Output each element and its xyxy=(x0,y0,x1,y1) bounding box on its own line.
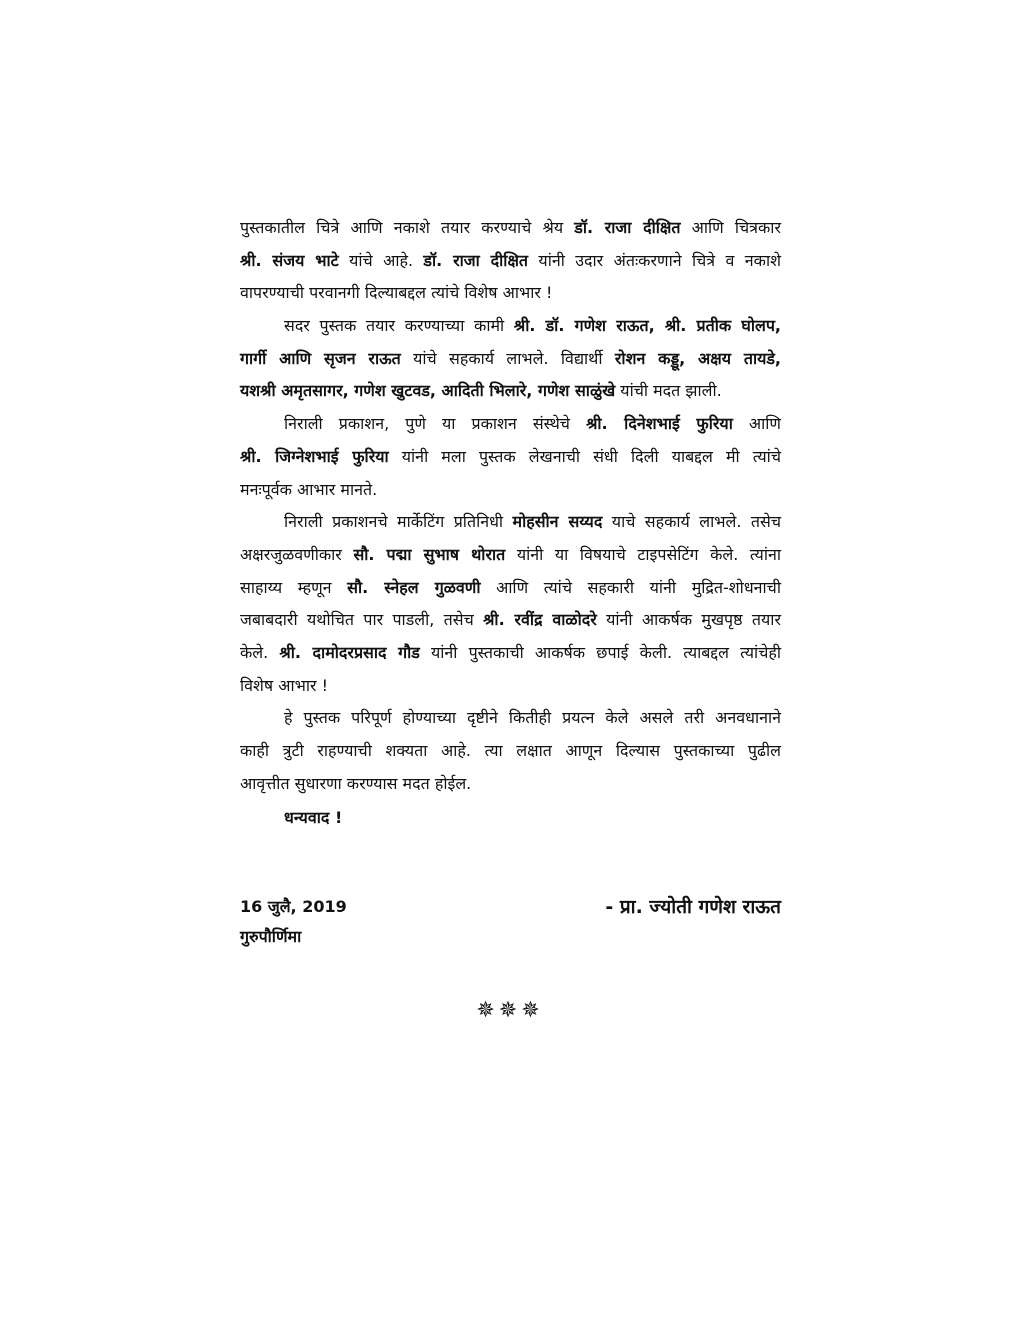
name-emphasis: श्री. डॉ. गणेश राऊत, श्री. प्रतीक घोलप, xyxy=(513,316,781,336)
text-run: आणि xyxy=(732,414,781,434)
text-line xyxy=(240,768,781,801)
text-line xyxy=(240,375,781,408)
text-run: साहाय्य म्हणून xyxy=(240,577,348,597)
text-line xyxy=(240,343,781,376)
name-emphasis: डॉ. राजा दीक्षित xyxy=(423,250,529,270)
text-run: यांनी या विषयाचे टाइपसेटिंग केले. त्यांना xyxy=(505,544,781,564)
text-run: यांनी पुस्तकाची आकर्षक छपाई केली. त्याबद्दल त्यांचेही xyxy=(419,642,781,662)
text-line xyxy=(240,572,781,605)
text-run: जबाबदारी यथोचित पार पाडली, तसेच xyxy=(240,610,484,630)
paragraph xyxy=(240,702,781,800)
text-run: आणि चित्रकार xyxy=(680,218,781,237)
paragraph xyxy=(240,506,781,702)
paragraph xyxy=(240,212,781,310)
text-line xyxy=(240,604,781,637)
paragraph xyxy=(240,310,781,408)
text-run: यांनी आकर्षक मुखपृष्ठ तयार xyxy=(596,610,781,630)
text-run: सदर पुस्तक तयार करण्याच्या कामी xyxy=(284,316,514,336)
date: 16 जुलै, 2019 xyxy=(240,897,347,916)
ornament-stars-icon: ✵✵✵ xyxy=(476,998,544,1023)
name-emphasis: श्री. दामोदरप्रसाद गौड xyxy=(279,642,420,662)
name-emphasis: यशश्री अमृतसागर, गणेश खुटवड, आदिती भिलारे, गणेश साळुंखे xyxy=(240,381,616,401)
text-line xyxy=(240,702,781,735)
date-block xyxy=(240,892,347,952)
text-run: वापरण्याची परवानगी दिल्याबद्दल त्यांचे विशेष आभार ! xyxy=(240,283,553,303)
name-emphasis: रोशन कड्डू, अक्षय तायडे, xyxy=(614,348,782,368)
text-run: याचे सहकार्य लाभले. तसेच xyxy=(602,512,781,532)
text-run: यांचे सहकार्य लाभले. विद्यार्थी xyxy=(400,348,615,368)
text-run: आणि त्यांचे सहकारी यांनी मुद्रित-शोधनाची xyxy=(480,577,781,597)
text-line xyxy=(240,441,781,474)
name-emphasis: गार्गी आणि सृजन राऊत xyxy=(240,348,401,368)
text-run: निराली प्रकाशनचे मार्केटिंग प्रतिनिधी xyxy=(284,512,513,532)
text-run: काही त्रुटी राहण्याची शक्यता आहे. त्या लक्षात आणून दिल्यास पुस्तकाच्या पुढील xyxy=(240,741,781,760)
text-line xyxy=(240,408,781,441)
text-run: पुस्तकातील चित्रे आणि नकाशे तयार करण्याचे श्रेय xyxy=(240,218,575,237)
text-run: यांची मदत झाली. xyxy=(615,381,722,401)
text-line xyxy=(240,735,781,768)
text-run: हे पुस्तक परिपूर्ण होण्याच्या दृष्टीने कितीही प्रयत्न केले असले तरी अनवधानाने xyxy=(284,708,781,728)
text-run: निराली प्रकाशन, पुणे या प्रकाशन संस्थेचे xyxy=(284,414,587,434)
text-line xyxy=(240,539,781,572)
name-emphasis: श्री. संजय भाटे xyxy=(240,250,339,270)
name-emphasis: श्री. दिनेशभाई फुरिया xyxy=(586,414,733,434)
name-emphasis: सौ. पद्मा सुभाष थोरात xyxy=(353,544,506,564)
text-run: केले. xyxy=(240,642,280,662)
acknowledgement-body xyxy=(240,212,781,800)
text-run: मनःपूर्वक आभार मानते. xyxy=(240,479,378,499)
name-emphasis: डॉ. राजा दीक्षित xyxy=(574,218,681,237)
text-line xyxy=(240,506,781,539)
text-run: यांनी उदार अंतःकरणाने चित्रे व नकाशे xyxy=(528,250,781,270)
thanks-line: धन्यवाद ! xyxy=(284,808,343,827)
text-line xyxy=(240,212,781,245)
name-emphasis: सौ. स्नेहल गुळवणी xyxy=(347,577,481,597)
text-run: यांचे आहे. xyxy=(338,250,424,270)
text-line xyxy=(240,277,781,310)
name-emphasis: मोहसीन सय्यद xyxy=(512,512,603,532)
text-run: यांनी मला पुस्तक लेखनाची संधी दिली याबद्दल मी त्यांचे xyxy=(388,446,781,466)
text-run: विशेष आभार ! xyxy=(240,675,329,695)
name-emphasis: श्री. जिग्नेशभाई फुरिया xyxy=(240,446,389,466)
text-run: अक्षरजुळवणीकार xyxy=(240,544,354,564)
author-signature: - प्रा. ज्योती गणेश राऊत xyxy=(605,896,781,918)
text-line xyxy=(240,474,781,507)
text-line xyxy=(240,245,781,278)
text-line xyxy=(240,637,781,670)
name-emphasis: श्री. रवींद्र वाळोदरे xyxy=(483,610,597,630)
paragraph xyxy=(240,408,781,506)
occasion: गुरुपौर्णिमा xyxy=(240,927,302,946)
text-line xyxy=(240,310,781,343)
text-run: आवृत्तीत सुधारणा करण्यास मदत होईल. xyxy=(240,773,472,793)
text-line xyxy=(240,670,781,703)
